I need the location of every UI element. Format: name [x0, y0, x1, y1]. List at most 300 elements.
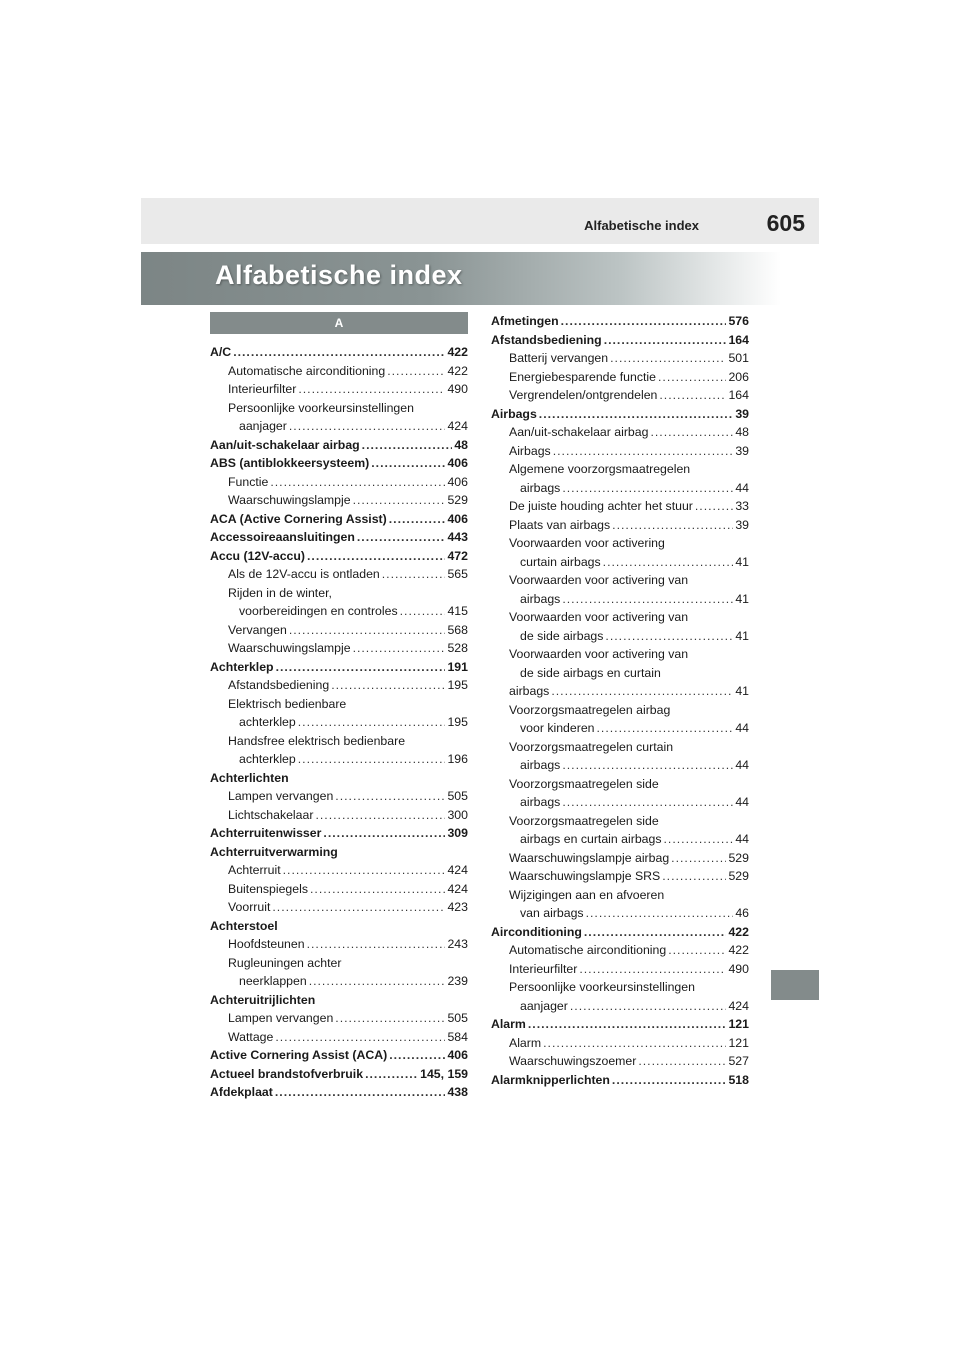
- index-entry: [491, 534, 749, 553]
- index-entry: [491, 960, 749, 979]
- index-entry: [210, 565, 468, 584]
- index-entry-page: 39: [735, 406, 749, 421]
- index-entry: [210, 454, 468, 473]
- index-entry-page: 423: [447, 900, 468, 914]
- dot-leader: [400, 602, 446, 621]
- dot-leader: [553, 442, 734, 461]
- dot-leader: [659, 386, 726, 405]
- dot-leader: [658, 368, 726, 387]
- index-entry-label: aanjager: [520, 998, 568, 1013]
- index-entry: [210, 1065, 468, 1084]
- dot-leader: [562, 590, 733, 609]
- index-entry: [210, 1083, 468, 1102]
- dot-leader: [275, 1083, 446, 1102]
- dot-leader: [543, 1034, 726, 1053]
- index-entry: [210, 676, 468, 695]
- index-entry-label: Handsfree elektrisch bedienbare: [228, 733, 406, 748]
- index-entry-page: 39: [735, 443, 749, 458]
- index-entry-page: 195: [447, 715, 468, 729]
- index-entry-label: airbags: [520, 591, 561, 606]
- index-entry-label: Elektrisch bedienbare: [228, 696, 347, 711]
- index-entry-label: De juiste houding achter het stuur: [509, 499, 693, 513]
- index-entry-label: Voorzorgsmaatregelen airbag: [509, 702, 671, 717]
- index-entry: [491, 701, 749, 720]
- index-entry: [491, 812, 749, 831]
- index-entry-page: 422: [728, 943, 749, 957]
- index-entry: [210, 806, 468, 825]
- index-entry: [491, 923, 749, 942]
- index-entry-label: Accessoireaansluitingen: [210, 530, 355, 544]
- index-entry-label: Interieurfilter: [509, 961, 578, 976]
- index-entry-label: Waarschuwingslampje: [228, 641, 351, 655]
- index-entry-label: Airbags: [509, 443, 551, 458]
- index-entry-label: airbags en curtain airbags: [520, 832, 662, 846]
- index-entry: [210, 935, 468, 954]
- index-entry: [491, 904, 749, 923]
- index-entry-page: 565: [447, 567, 468, 581]
- index-entry-label: Waarschuwingslampje: [228, 493, 351, 507]
- index-entry-page: 424: [447, 419, 468, 433]
- index-entry: [210, 639, 468, 658]
- index-entry-label: voor kinderen: [520, 721, 595, 735]
- index-entry-label: Interieurfilter: [228, 382, 297, 396]
- index-entry: [210, 713, 468, 732]
- dot-leader: [233, 343, 445, 362]
- index-entry: [491, 312, 749, 331]
- index-entry-label: Functie: [228, 474, 269, 489]
- index-entry: [210, 991, 468, 1010]
- index-entry: [210, 954, 468, 973]
- index-entry: [210, 510, 468, 529]
- index-entry-label: Achterklep: [210, 659, 274, 674]
- index-entry-page: 121: [728, 1035, 749, 1050]
- index-entry-label: Voorzorgsmaatregelen curtain: [509, 739, 674, 754]
- index-entry: [210, 621, 468, 640]
- index-entry: [210, 547, 468, 566]
- index-entry-page: 505: [447, 1011, 468, 1025]
- dot-leader: [603, 553, 734, 572]
- index-entry-label: Achteruitrijlichten: [210, 992, 316, 1007]
- index-entry-label: Vervangen: [228, 622, 287, 637]
- index-entry-label: Lampen vervangen: [228, 1011, 334, 1025]
- index-entry-page: 41: [735, 591, 749, 606]
- dot-leader: [283, 861, 446, 880]
- dot-leader: [570, 997, 727, 1016]
- index-entry-label: Plaats van airbags: [509, 517, 611, 532]
- index-entry: [210, 584, 468, 603]
- index-entry-page: 44: [735, 480, 749, 495]
- dot-leader: [270, 473, 445, 492]
- index-entry-label: Automatische airconditioning: [509, 943, 667, 957]
- index-entry-page: 48: [454, 437, 468, 452]
- index-entry-page: 584: [447, 1029, 468, 1044]
- index-entry: [210, 436, 468, 455]
- index-entry: [491, 516, 749, 535]
- index-entry-label: Voorwaarden voor activering: [509, 536, 665, 550]
- dot-leader: [612, 516, 733, 535]
- index-entry-page: 490: [728, 961, 749, 976]
- dot-leader: [584, 923, 727, 942]
- index-entry-label: voorbereidingen en controles: [239, 604, 398, 618]
- index-entry: [491, 978, 749, 997]
- index-entry: [491, 682, 749, 701]
- index-entry-page: 518: [728, 1072, 749, 1087]
- index-entry-label: de side airbags: [520, 628, 604, 643]
- index-entry: [210, 491, 468, 510]
- index-entry-page: 527: [728, 1054, 749, 1068]
- index-entry-label: Aan/uit-schakelaar airbag: [210, 437, 360, 452]
- index-entry-page: 406: [447, 1048, 468, 1062]
- index-entry: [491, 349, 749, 368]
- dot-leader: [353, 491, 446, 510]
- index-entry-label: Rugleuningen achter: [228, 955, 342, 970]
- index-entry-page: 309: [447, 826, 468, 840]
- dot-leader: [362, 436, 453, 455]
- index-entry-label: Airbags: [491, 406, 537, 421]
- index-entry-page: 164: [728, 388, 749, 402]
- index-entry-page: 424: [447, 863, 468, 877]
- index-entry: [491, 793, 749, 812]
- index-entry: [491, 627, 749, 646]
- index-entry-label: achterklep: [239, 715, 296, 729]
- index-entry: [210, 843, 468, 862]
- dot-leader: [389, 510, 446, 529]
- index-entry-label: Afstandsbediening: [228, 678, 330, 692]
- index-entry-page: 164: [728, 332, 749, 347]
- dot-leader: [539, 405, 734, 424]
- index-entry-label: Afstandsbediening: [491, 332, 602, 347]
- dot-leader: [387, 362, 445, 381]
- index-entry-page: 443: [447, 530, 468, 544]
- dot-leader: [331, 676, 445, 695]
- index-entry-page: 424: [447, 881, 468, 896]
- dot-leader: [298, 713, 446, 732]
- index-entry: [210, 1046, 468, 1065]
- dot-leader: [315, 806, 445, 825]
- index-entry-page: 422: [728, 924, 749, 939]
- page-number: 605: [766, 210, 805, 236]
- index-entry-label: Voorwaarden voor activering van: [509, 610, 689, 624]
- index-entry: [210, 861, 468, 880]
- index-entry: [491, 664, 749, 683]
- index-entry-label: Actueel brandstofverbruik: [210, 1066, 364, 1081]
- index-entry-label: Wattage: [228, 1029, 274, 1044]
- index-entry-page: 121: [728, 1017, 749, 1031]
- running-header-title: Alfabetische index: [584, 218, 699, 233]
- index-entry-label: Voorwaarden voor activering van: [509, 573, 689, 587]
- index-entry: [210, 1009, 468, 1028]
- index-column-left: [210, 312, 468, 1102]
- dot-leader: [323, 824, 445, 843]
- index-entry: [210, 750, 468, 769]
- index-entry: [491, 442, 749, 461]
- index-entry: [210, 602, 468, 621]
- dot-leader: [650, 423, 733, 442]
- index-entry-label: Alarmknipperlichten: [491, 1072, 610, 1087]
- index-entry-page: 529: [728, 869, 749, 883]
- dot-leader: [528, 1015, 727, 1034]
- index-entry-page: 33: [735, 499, 749, 513]
- index-entry-label: airbags: [520, 758, 561, 772]
- dot-leader: [695, 497, 733, 516]
- dot-leader: [298, 750, 446, 769]
- dot-leader: [586, 904, 734, 923]
- dot-leader: [289, 621, 446, 640]
- index-entry-label: Energiebesparende functie: [509, 369, 656, 384]
- index-entry-page: 145, 159: [420, 1066, 468, 1081]
- index-entry-label: Waarschuwingslampje SRS: [509, 869, 661, 883]
- dot-leader: [579, 960, 726, 979]
- dot-leader: [638, 1052, 726, 1071]
- index-entry-label: Achterruitverwarming: [210, 844, 338, 859]
- dot-leader: [335, 1009, 445, 1028]
- index-entry-page: 422: [447, 345, 468, 359]
- dot-leader: [610, 349, 726, 368]
- index-entry-label: ABS (antiblokkeersysteem): [210, 456, 370, 470]
- index-entry-label: airbags: [520, 795, 561, 809]
- index-entry: [491, 460, 749, 479]
- dot-leader: [272, 898, 445, 917]
- index-entry: [491, 867, 749, 886]
- index-entry-page: 529: [447, 493, 468, 507]
- index-entry-label: Automatische airconditioning: [228, 363, 386, 378]
- index-entry: [491, 941, 749, 960]
- dot-leader: [612, 1071, 727, 1090]
- index-entry-label: Achterlichten: [210, 770, 289, 785]
- letter-header: A: [210, 312, 468, 334]
- index-entry: [491, 738, 749, 757]
- index-entry-label: Alarm: [491, 1017, 526, 1031]
- index-entry-page: 415: [447, 604, 468, 618]
- index-entry: [210, 769, 468, 788]
- index-entry-page: 576: [728, 314, 749, 328]
- dot-leader: [561, 312, 727, 331]
- index-entry-page: 528: [447, 641, 468, 655]
- index-entry: [210, 898, 468, 917]
- title-banner: [141, 252, 781, 305]
- index-list-right: [491, 312, 749, 1089]
- index-entry: [491, 479, 749, 498]
- dot-leader: [276, 658, 446, 677]
- index-entry-label: Hoofdsteunen: [228, 937, 305, 951]
- index-entry-label: Als de 12V-accu is ontladen: [228, 567, 380, 581]
- index-entry-page: 46: [735, 906, 749, 920]
- index-entry-label: curtain airbags: [520, 554, 601, 569]
- index-entry: [491, 497, 749, 516]
- index-entry: [210, 972, 468, 991]
- index-entry: [210, 399, 468, 418]
- dot-leader: [365, 1065, 418, 1084]
- index-entry-page: 422: [447, 363, 468, 378]
- dot-leader: [668, 941, 726, 960]
- index-entry: [210, 917, 468, 936]
- dot-leader: [597, 719, 734, 738]
- index-entry-page: 406: [447, 511, 468, 526]
- index-entry-label: airbags: [520, 480, 561, 495]
- index-entry: [491, 405, 749, 424]
- index-entry-page: 568: [447, 622, 468, 637]
- dot-leader: [357, 528, 446, 547]
- index-entry: [210, 658, 468, 677]
- index-entry: [491, 886, 749, 905]
- index-entry-label: Accu (12V-accu): [210, 548, 306, 563]
- index-entry-page: 206: [728, 369, 749, 384]
- index-entry-page: 529: [728, 850, 749, 865]
- index-entry-label: Waarschuwingslampje airbag: [509, 850, 670, 865]
- index-entry-label: Voorwaarden voor activering van: [509, 647, 689, 661]
- index-entry-page: 48: [735, 425, 749, 439]
- index-entry: [491, 775, 749, 794]
- index-entry: [491, 719, 749, 738]
- index-entry-page: 505: [447, 789, 468, 803]
- dot-leader: [289, 417, 446, 436]
- index-entry: [210, 380, 468, 399]
- index-entry: [210, 362, 468, 381]
- index-entry-page: 424: [728, 998, 749, 1013]
- index-entry-label: Alarm: [509, 1035, 542, 1050]
- dot-leader: [309, 972, 446, 991]
- index-entry-page: 243: [447, 937, 468, 951]
- index-entry-label: Persoonlijke voorkeursinstellingen: [228, 400, 414, 415]
- index-entry-label: Lichtschakelaar: [228, 807, 314, 822]
- index-entry: [491, 553, 749, 572]
- index-entry: [210, 787, 468, 806]
- index-entry: [491, 331, 749, 350]
- index-entry: [491, 571, 749, 590]
- index-entry: [491, 830, 749, 849]
- index-entry: [210, 417, 468, 436]
- index-entry-label: Vergrendelen/ontgrendelen: [509, 388, 658, 402]
- index-list-left: [210, 343, 468, 1102]
- page-title: Alfabetische index: [215, 260, 463, 290]
- index-entry-label: Active Cornering Assist (ACA): [210, 1048, 388, 1062]
- index-entry-page: 438: [447, 1085, 468, 1099]
- index-entry-label: Algemene voorzorgsmaatregelen: [509, 462, 691, 476]
- index-entry-label: airbags: [509, 684, 550, 698]
- index-entry-page: 44: [735, 721, 749, 735]
- index-entry-label: Voorzorgsmaatregelen side: [509, 776, 659, 791]
- index-entry-label: Buitenspiegels: [228, 881, 308, 896]
- index-entry-label: aanjager: [239, 419, 287, 433]
- dot-leader: [335, 787, 445, 806]
- index-entry-label: Afmetingen: [491, 314, 559, 328]
- index-entry-label: Rijden in de winter,: [228, 585, 332, 600]
- index-entry-page: 196: [447, 752, 468, 766]
- index-entry-label: van airbags: [520, 906, 584, 920]
- page-header: [141, 198, 819, 244]
- dot-leader: [307, 935, 446, 954]
- dot-leader: [310, 880, 445, 899]
- index-entry: [210, 824, 468, 843]
- dot-leader: [353, 639, 446, 658]
- dot-leader: [298, 380, 445, 399]
- index-entry-label: ACA (Active Cornering Assist): [210, 511, 387, 526]
- index-entry-label: de side airbags en curtain: [520, 665, 661, 680]
- index-entry: [210, 473, 468, 492]
- index-entry: [491, 1015, 749, 1034]
- dot-leader: [562, 793, 733, 812]
- index-entry: [491, 608, 749, 627]
- index-entry: [491, 1052, 749, 1071]
- index-entry-label: Wijzigingen aan en afvoeren: [509, 887, 665, 902]
- index-entry-label: Achterruit: [228, 863, 281, 877]
- dot-leader: [371, 454, 445, 473]
- index-entry-label: Achterruitenwisser: [210, 826, 322, 840]
- index-entry-page: 41: [735, 684, 749, 698]
- dot-leader: [551, 682, 733, 701]
- index-entry-page: 44: [735, 795, 749, 809]
- dot-leader: [389, 1046, 445, 1065]
- index-entry-page: 300: [447, 807, 468, 822]
- index-entry: [210, 880, 468, 899]
- index-entry-page: 472: [447, 548, 468, 563]
- index-entry-label: Voorzorgsmaatregelen side: [509, 813, 659, 828]
- index-entry: [491, 997, 749, 1016]
- index-entry-label: Batterij vervangen: [509, 351, 609, 365]
- index-entry-label: Voorruit: [228, 900, 271, 914]
- index-entry: [491, 1034, 749, 1053]
- index-column-right: [491, 312, 749, 1089]
- dot-leader: [662, 867, 726, 886]
- index-entry-page: 191: [447, 659, 468, 674]
- dot-leader: [562, 479, 733, 498]
- index-entry-label: Afdekplaat: [210, 1085, 273, 1099]
- index-entry-page: 239: [447, 974, 468, 988]
- index-entry: [491, 590, 749, 609]
- index-entry: [491, 423, 749, 442]
- index-entry: [491, 756, 749, 775]
- dot-leader: [664, 830, 734, 849]
- dot-leader: [562, 756, 733, 775]
- section-thumb-tab: [771, 970, 819, 1000]
- index-entry-page: 41: [735, 554, 749, 569]
- dot-leader: [605, 627, 733, 646]
- index-entry-label: A/C: [210, 345, 232, 359]
- index-entry-page: 195: [447, 678, 468, 692]
- index-entry-label: achterklep: [239, 752, 296, 766]
- index-entry: [491, 849, 749, 868]
- dot-leader: [382, 565, 446, 584]
- index-entry: [210, 343, 468, 362]
- index-entry: [491, 1071, 749, 1090]
- index-entry: [210, 732, 468, 751]
- index-entry-page: 41: [735, 628, 749, 643]
- dot-leader: [275, 1028, 445, 1047]
- index-entry-label: Waarschuwingszoemer: [509, 1054, 637, 1068]
- index-entry: [491, 386, 749, 405]
- index-entry-label: Airconditioning: [491, 924, 582, 939]
- dot-leader: [307, 547, 445, 566]
- index-entry-label: Lampen vervangen: [228, 789, 334, 803]
- index-entry: [210, 528, 468, 547]
- dot-leader: [604, 331, 727, 350]
- index-entry-label: Aan/uit-schakelaar airbag: [509, 425, 649, 439]
- index-entry: [210, 1028, 468, 1047]
- index-entry-label: Persoonlijke voorkeursinstellingen: [509, 980, 695, 994]
- dot-leader: [671, 849, 726, 868]
- index-entry-page: 44: [735, 832, 749, 846]
- index-entry-label: Achterstoel: [210, 918, 278, 933]
- index-entry-page: 406: [447, 456, 468, 470]
- index-entry: [210, 695, 468, 714]
- index-entry: [491, 368, 749, 387]
- index-entry-page: 406: [447, 474, 468, 489]
- index-entry-page: 39: [735, 517, 749, 532]
- index-entry-page: 501: [728, 351, 749, 365]
- index-entry-label: neerklappen: [239, 974, 307, 988]
- index-entry-page: 44: [735, 758, 749, 772]
- index-entry: [491, 645, 749, 664]
